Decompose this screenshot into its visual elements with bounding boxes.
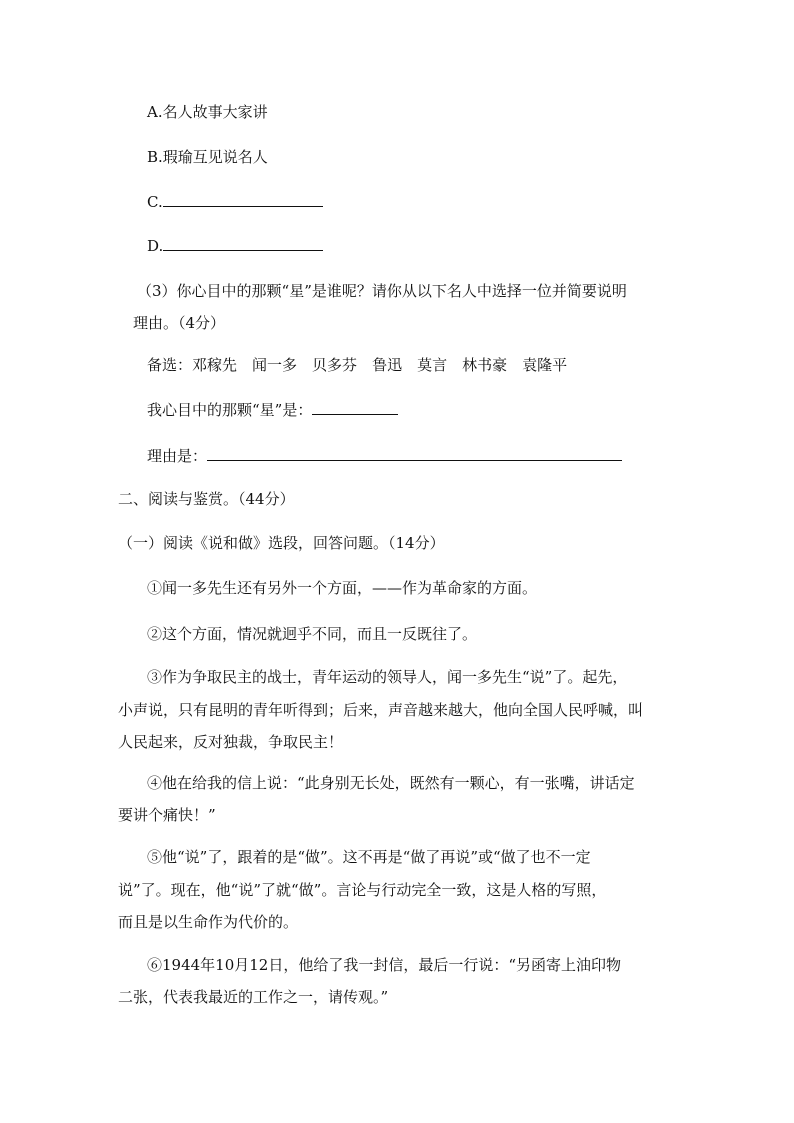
choice-item: 鲁迅	[372, 356, 403, 374]
paragraph-4-line-1: ④他在给我的信上说：“此身别无长处，既然有一颗心，有一张嘴，讲话定	[147, 774, 635, 792]
choices-label: 备选：	[147, 356, 193, 374]
paragraph-6-line-2: 二张，代表我最近的工作之一，请传观。”	[118, 988, 389, 1006]
reading-1-heading: （一）阅读《说和做》选段，回答问题。（14分）	[118, 534, 445, 552]
choice-item: 莫言	[417, 356, 448, 374]
option-c	[147, 192, 323, 212]
option-d	[147, 236, 323, 256]
question-3-line-1: （3）你心目中的那颗“星”是谁呢？请你从以下名人中选择一位并简要说明	[137, 282, 627, 300]
reason-line	[147, 446, 622, 466]
question-3-line-2: 理由。（4分）	[133, 314, 226, 332]
section-2-heading: 二、阅读与鉴赏。（44分）	[118, 490, 295, 508]
star-label: 我心目中的那颗“星”是：	[147, 401, 313, 419]
star-line	[147, 400, 398, 420]
choice-item: 贝多芬	[312, 356, 358, 374]
paragraph-5-line-2: 说”了。现在，他“说”了就“做”。言论与行动完全一致，这是人格的写照，	[118, 881, 607, 899]
paragraph-3-line-3: 人民起来，反对独裁，争取民主！	[118, 733, 344, 751]
option-d-blank[interactable]	[163, 236, 323, 251]
paragraph-6-line-1: ⑥1944年10月12日，他给了我一封信，最后一行说：“另函寄上油印物	[147, 956, 622, 974]
choice-item: 闻一多	[252, 356, 298, 374]
reason-answer-blank[interactable]	[207, 446, 622, 461]
option-c-label: C.	[147, 193, 163, 211]
option-a: A.名人故事大家讲	[147, 103, 268, 121]
paragraph-3-line-2: 小声说，只有昆明的青年听得到；后来，声音越来越大，他向全国人民呼喊，叫	[118, 701, 644, 719]
option-b: B.瑕瑜互见说名人	[147, 148, 268, 166]
paragraph-1: ①闻一多先生还有另外一个方面，——作为革命家的方面。	[147, 579, 538, 597]
paragraph-5-line-3: 而且是以生命作为代价的。	[118, 913, 299, 931]
choices-line	[147, 355, 582, 375]
paragraph-2: ②这个方面，情况就迥乎不同，而且一反既往了。	[147, 625, 478, 643]
option-d-label: D.	[147, 237, 164, 255]
star-answer-blank[interactable]	[312, 400, 398, 415]
paragraph-5-line-1: ⑤他“说”了，跟着的是“做”。这不再是“做了再说”或“做了也不一定	[147, 848, 591, 866]
paragraph-3-line-1: ③作为争取民主的战士，青年运动的领导人，闻一多先生“说”了。起先，	[147, 668, 628, 686]
reason-label: 理由是：	[147, 447, 208, 465]
paragraph-4-line-2: 要讲个痛快！”	[118, 806, 216, 824]
choice-item: 邓稼先	[192, 356, 238, 374]
option-c-blank[interactable]	[163, 192, 323, 207]
choice-item: 袁隆平	[522, 356, 568, 374]
choice-item: 林书豪	[462, 356, 508, 374]
